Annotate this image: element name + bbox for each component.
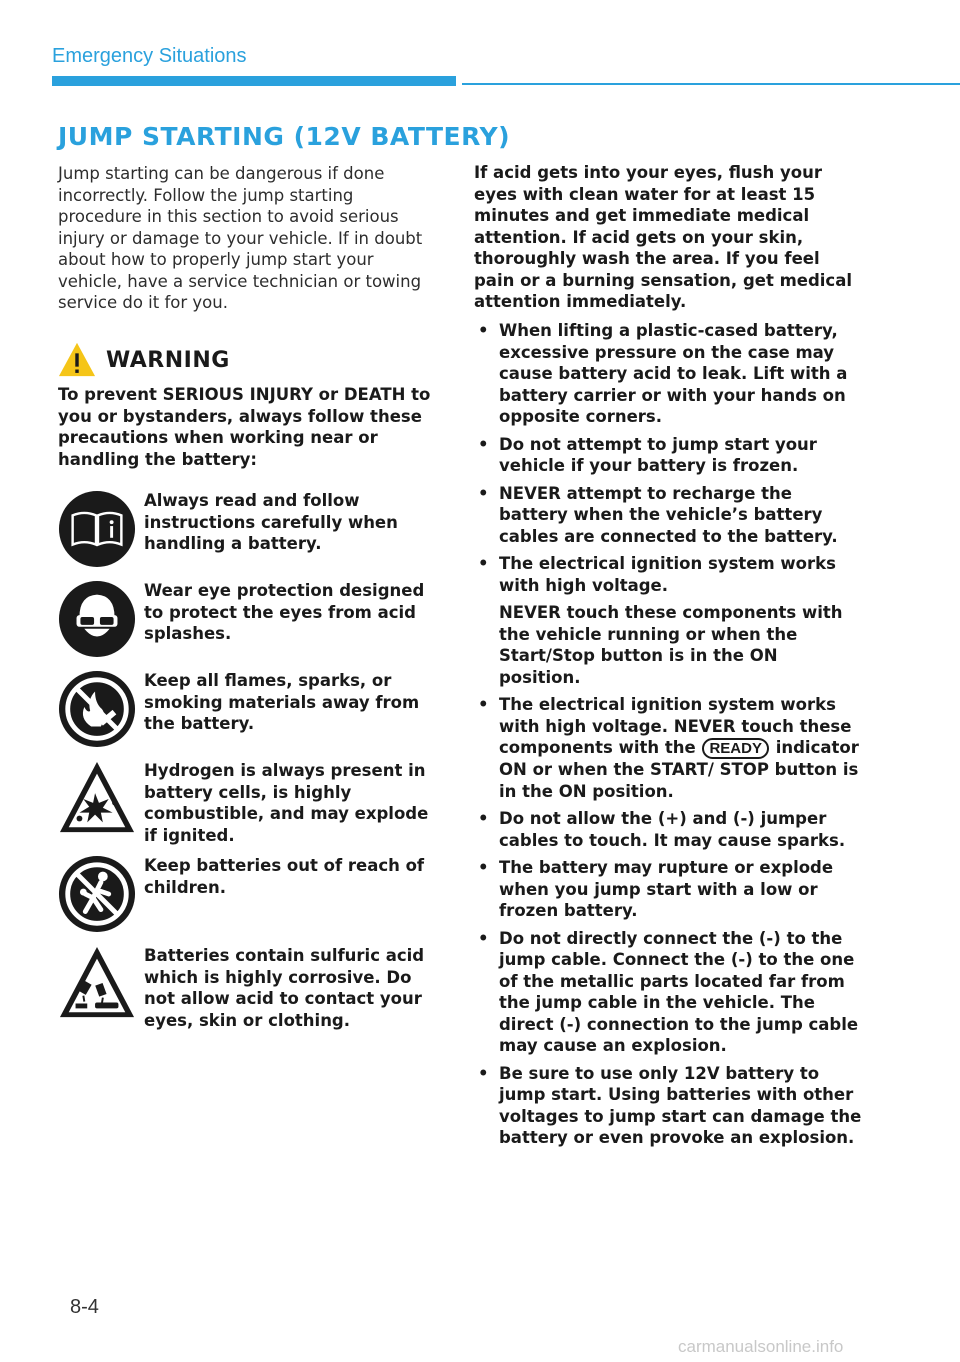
pictogram-text: Keep batteries out of reach of children. — [144, 856, 425, 897]
list-item — [474, 928, 864, 1057]
list-item-text: Do not attempt to jump start your vehicle if your battery is frozen. — [499, 434, 817, 475]
header-rule-thin — [462, 83, 960, 85]
pictogram-row — [58, 490, 438, 574]
pictogram-row — [58, 670, 438, 754]
list-item-text: Be sure to use only 12V battery to jump start. Using batteries with other voltages to jump start can damage the battery or even provoke an explosion. — [499, 1063, 862, 1147]
pictogram-text: Batteries contain sulfuric acid which is highly corrosive. Do not allow acid to contact your eyes, skin or clothing. — [144, 946, 425, 1030]
list-item — [474, 694, 864, 802]
ready-indicator-badge: READY — [702, 738, 769, 759]
pictogram-row — [58, 760, 438, 844]
pictogram-row — [58, 945, 438, 1029]
pictogram-text: Always read and follow instructions carefully when handling a battery. — [144, 491, 398, 553]
list-item — [474, 857, 864, 922]
warning-triangle-icon — [58, 341, 96, 379]
acid-warning-paragraph: If acid gets into your eyes, flush your eyes with clean water for at least 15 minutes and get immediate medical attention. If acid gets on your skin, thoroughly wash the area. If you feel pain or a burning sensation, get medical attention immediately. — [474, 163, 852, 311]
list-item — [474, 434, 864, 477]
list-item-text: Do not directly connect the (-) to the jump cable. Connect the (-) to the one of the metallic parts located far from the jump cable in the vehicle. The direct (-) connection to the jump cable may cause an explosion. — [499, 928, 859, 1055]
no-flame-icon — [58, 670, 136, 748]
pictogram-text: Hydrogen is always present in battery cells, is highly combustible, and may explode if ignited. — [144, 761, 429, 845]
warning-heading — [58, 340, 230, 380]
list-item-text: The electrical ignition system works with high voltage. — [499, 554, 836, 595]
list-item — [474, 483, 864, 548]
list-item — [474, 553, 864, 688]
precautions-list — [474, 320, 864, 1155]
eye-protection-icon — [58, 580, 136, 658]
header-title: Emergency Situations — [52, 45, 247, 67]
list-item — [474, 808, 864, 851]
pictogram-text: Wear eye protection designed to protect the eyes from acid splashes. — [144, 581, 425, 643]
list-item-text-tail: indicator ON or when the START/ STOP button is in the ON position. — [499, 738, 859, 801]
keep-children-away-icon — [58, 855, 136, 933]
section-title: JUMP STARTING (12V BATTERY) — [58, 122, 511, 151]
list-item-text: The electrical ignition system works with high voltage. NEVER touch these components with the — [499, 695, 852, 757]
list-item-text: Do not allow the (+) and (-) jumper cables to touch. It may cause sparks. — [499, 809, 846, 850]
header-rule-thick — [52, 76, 456, 86]
list-item-subtext: NEVER touch these components with the vehicle running or when the Start/Stop button is in the ON position. — [499, 603, 843, 687]
intro-paragraph: Jump starting can be dangerous if done incorrectly. Follow the jump starting procedure in this section to avoid serious injury or damage to your vehicle. If in doubt about how to properly jump start your vehicle, have a service technician or towing service do it for you. — [58, 164, 423, 312]
watermark: carmanualsonline.info — [678, 1337, 844, 1356]
list-item — [474, 320, 864, 428]
page-number: 8-4 — [70, 1296, 99, 1318]
warning-label: WARNING — [106, 347, 230, 373]
pictogram-text: Keep all flames, sparks, or smoking materials away from the battery. — [144, 671, 420, 733]
explosion-icon — [58, 760, 136, 838]
pictogram-row — [58, 580, 438, 664]
list-item-text: The battery may rupture or explode when you jump start with a low or frozen battery. — [499, 858, 834, 920]
list-item — [474, 1063, 864, 1149]
manual-icon — [58, 490, 136, 568]
pictogram-row — [58, 855, 438, 939]
list-item-text: When lifting a plastic-cased battery, excessive pressure on the case may cause battery acid to leak. Lift with a battery carrier or with your hands on opposite corners. — [499, 321, 848, 426]
warning-text: To prevent SERIOUS INJURY or DEATH to you or bystanders, always follow these precautions when working near or handling the battery: — [58, 385, 431, 469]
list-item-text: NEVER attempt to recharge the battery when the vehicle’s battery cables are connected to the battery. — [499, 483, 838, 546]
corrosive-icon — [58, 945, 136, 1023]
